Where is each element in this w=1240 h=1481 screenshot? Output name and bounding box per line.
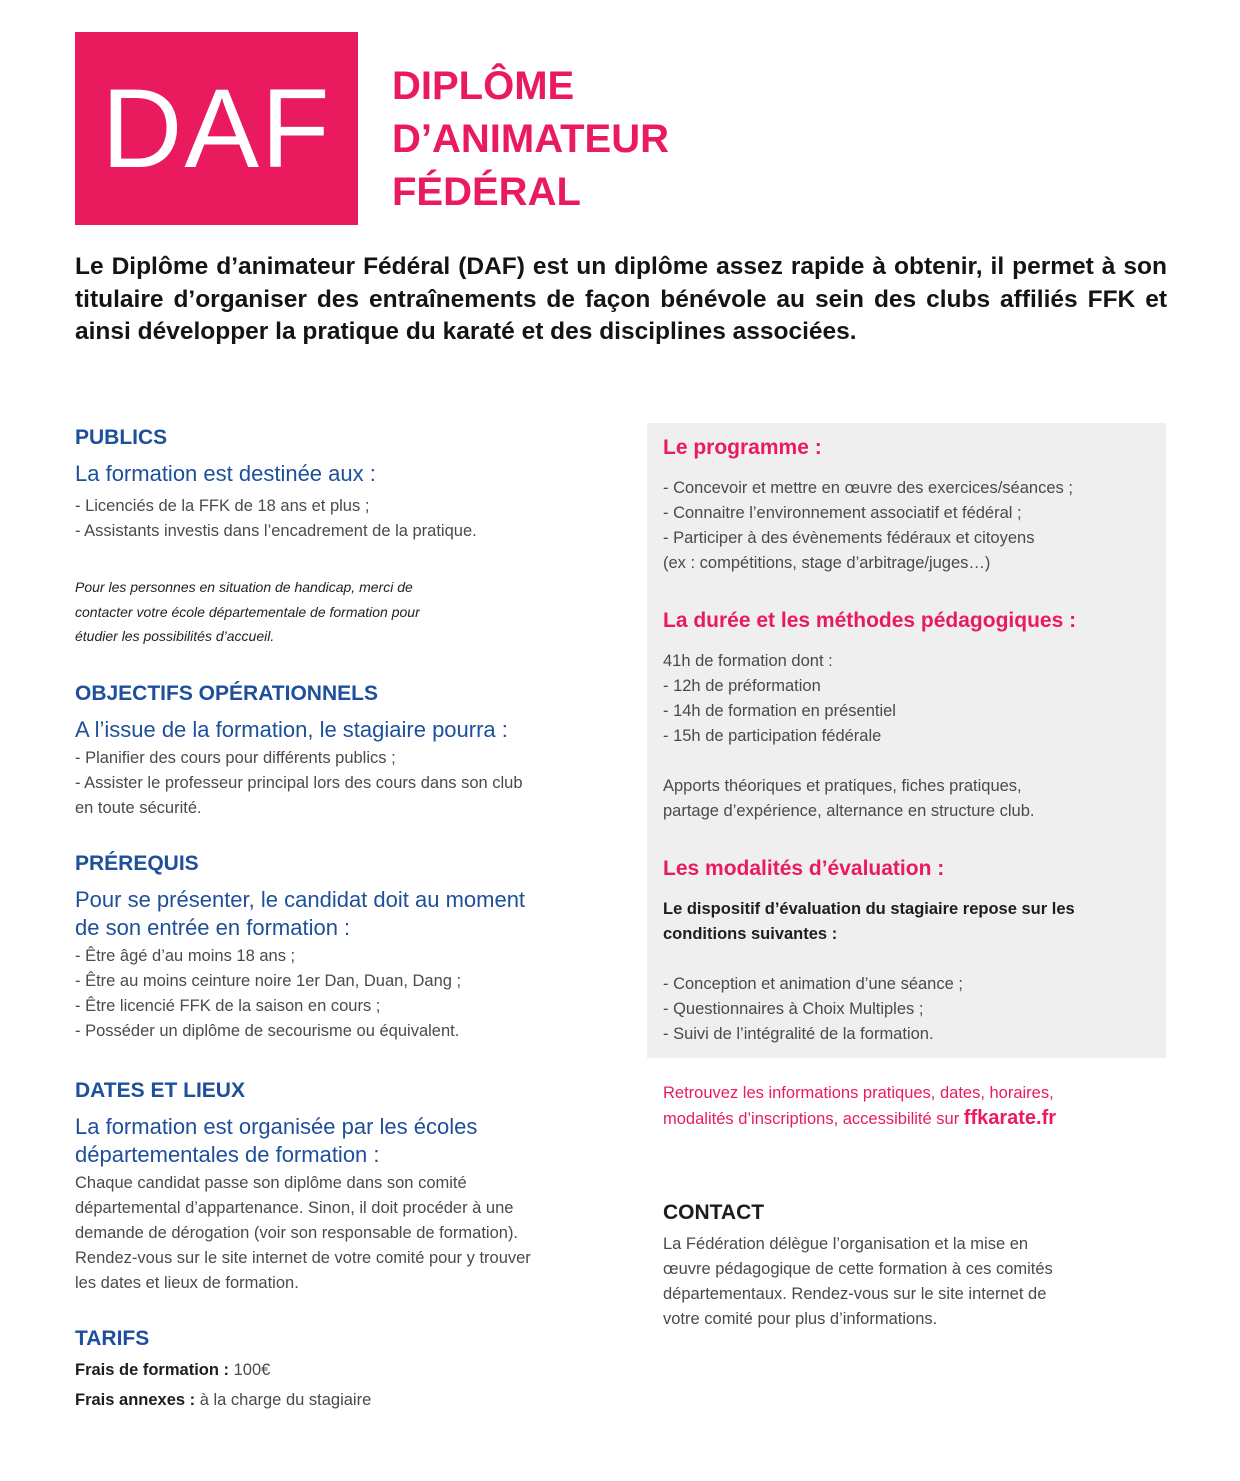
- list-item: - Assister le professeur principal lors des cours dans son club: [75, 774, 523, 792]
- tarif-formation-label: Frais de formation :: [75, 1361, 230, 1379]
- dates-body: Chaque candidat passe son diplôme dans son comité départemental d’appartenance. Sinon, il doit procéder à une demande de dérogation (voir son responsable de formation). Rendez-vous sur le site internet de votre comité pour y trouver les dates et lieux de formation.: [75, 1174, 531, 1292]
- list-item: - Concevoir et mettre en œuvre des exercices/séances ;: [663, 479, 1073, 497]
- publics-list: [75, 494, 477, 544]
- list-item: - Planifier des cours pour différents publics ;: [75, 749, 396, 767]
- list-item: - 12h de préformation: [663, 677, 821, 695]
- duree-heading: La durée et les méthodes pédagogiques :: [663, 609, 1077, 632]
- evaluation-intro: Le dispositif d’évaluation du stagiaire repose sur les conditions suivantes :: [663, 900, 1075, 943]
- contact-body: La Fédération délègue l’organisation et la mise en œuvre pédagogique de cette formation à ces comités départementaux. Rendez-vous sur le site internet de votre comité pour plus d’informations.: [663, 1235, 1053, 1328]
- list-item: 41h de formation dont :: [663, 652, 833, 670]
- title-line-3: FÉDÉRAL: [392, 170, 581, 214]
- objectifs-subheading: A l’issue de la formation, le stagiaire pourra :: [75, 717, 508, 742]
- evaluation-list: [663, 972, 963, 1047]
- list-item: - Assistants investis dans l’encadrement de la pratique.: [75, 522, 477, 540]
- objectifs-heading: OBJECTIFS OPÉRATIONNELS: [75, 682, 378, 705]
- list-item: - Licenciés de la FFK de 18 ans et plus ;: [75, 497, 370, 515]
- list-item: - 15h de participation fédérale: [663, 727, 882, 745]
- dates-heading: DATES ET LIEUX: [75, 1079, 245, 1102]
- list-item: - 14h de formation en présentiel: [663, 702, 896, 720]
- list-item: - Participer à des évènements fédéraux et citoyens: [663, 529, 1035, 547]
- list-item: - Suivi de l’intégralité de la formation.: [663, 1025, 934, 1043]
- info-note: Retrouvez les informations pratiques, dates, horaires, modalités d’inscriptions, accessibilité sur ffkarate.fr: [663, 1084, 1057, 1129]
- tarif-annexes: [75, 1388, 371, 1413]
- prerequis-subheading: Pour se présenter, le candidat doit au moment de son entrée en formation :: [75, 887, 526, 940]
- title-line-1: DIPLÔME: [392, 64, 575, 108]
- evaluation-heading: Les modalités d’évaluation :: [663, 857, 945, 880]
- tarif-annexes-label: Frais annexes :: [75, 1391, 196, 1409]
- list-item: - Conception et animation d’une séance ;: [663, 975, 963, 993]
- intro-paragraph: Le Diplôme d’animateur Fédéral (DAF) est un diplôme assez rapide à obtenir, il permet à son titulaire d’organiser des entraînements de façon bénévole au sein des clubs affiliés FFK et ainsi développer la pratique du karaté et des disciplines associées.: [75, 253, 1167, 345]
- list-item: - Posséder un diplôme de secourisme ou équivalent.: [75, 1022, 460, 1040]
- logo-text: DAF: [101, 65, 332, 191]
- daf-logo: [75, 32, 358, 225]
- list-item: - Être licencié FFK de la saison en cours ;: [75, 997, 381, 1015]
- programme-list: [663, 476, 1073, 576]
- list-item: - Être âgé d’au moins 18 ans ;: [75, 947, 296, 965]
- tarif-formation: [75, 1358, 270, 1383]
- list-item: - Être au moins ceinture noire 1er Dan, Duan, Dang ;: [75, 972, 462, 990]
- ffkarate-link[interactable]: ffkarate.fr: [963, 1107, 1057, 1129]
- publics-heading: PUBLICS: [75, 426, 168, 449]
- dates-subheading: La formation est organisée par les écoles départementales de formation :: [75, 1114, 478, 1167]
- publics-subheading: La formation est destinée aux :: [75, 461, 376, 486]
- document-title: [392, 60, 792, 219]
- title-line-2: D’ANIMATEUR: [392, 117, 670, 161]
- duree-apports: Apports théoriques et pratiques, fiches pratiques, partage d’expérience, alternance en structure club.: [663, 777, 1035, 820]
- duree-list: [663, 649, 896, 749]
- tarifs-heading: TARIFS: [75, 1327, 150, 1350]
- list-item: - Questionnaires à Choix Multiples ;: [663, 1000, 924, 1018]
- handicap-note: Pour les personnes en situation de handicap, merci de contacter votre école départementale de formation pour étudier les possibilités d’accueil.: [75, 579, 420, 644]
- tarif-formation-value: 100€: [229, 1361, 271, 1379]
- programme-heading: Le programme :: [663, 436, 822, 459]
- prerequis-list: [75, 944, 461, 1044]
- list-item: (ex : compétitions, stage d’arbitrage/juges…): [663, 554, 991, 572]
- prerequis-heading: PRÉREQUIS: [75, 852, 199, 875]
- list-item: en toute sécurité.: [75, 799, 202, 817]
- contact-heading: CONTACT: [663, 1201, 765, 1224]
- objectifs-list: [75, 746, 523, 821]
- list-item: - Connaitre l’environnement associatif et fédéral ;: [663, 504, 1022, 522]
- tarif-annexes-value: à la charge du stagiaire: [195, 1391, 372, 1409]
